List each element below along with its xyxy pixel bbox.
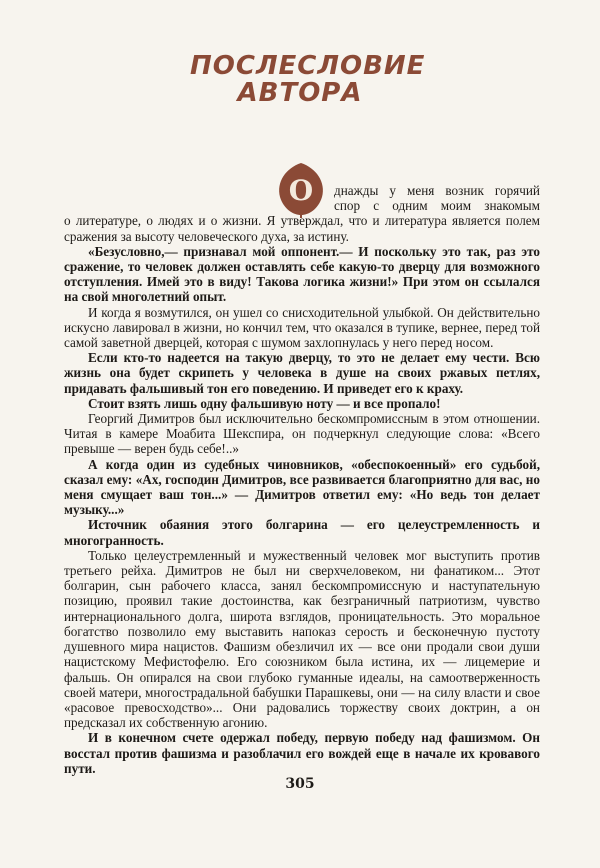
- paragraph: И когда я возмутился, он ушел со снисходительной улыбкой. Он действительно искусно лавировал в жизни, но кончил тем, что оказался в тупике, вернее, перед той самой заветной дверцей, которая с шумом захлопнулась у него перед носом.: [64, 304, 540, 351]
- intro-line-2: спор с одним моим знакомым: [334, 198, 540, 214]
- chapter-title: [190, 51, 426, 108]
- intro-line-1: днажды у меня возник горячий: [334, 183, 540, 198]
- drop-cap-letter: О: [288, 174, 314, 207]
- paragraph: Георгий Димитров был исключительно бескомпромиссным в этом отношении. Читая в камере Моабита Шекспира, он подчеркнул следующие слова: «Всего превыше — верен будь себе!..»: [64, 411, 540, 457]
- paragraph: И в конечном счете одержал победу, первую победу над фашизмом. Он восстал против фашизма и разоблачил его вождей еще в начале их кровавого пути.: [64, 730, 540, 776]
- paragraph: Стоит взять лишь одну фальшивую ноту — и все пропало!: [88, 395, 441, 411]
- intro-rest: о литературе, о людях и о жизни. Я утверждал, что и литература является полем сражения за высоту человеческого духа, за истину.: [64, 213, 540, 244]
- paragraph: Если кто-то надеется на такую дверцу, то это не делает ему чести. Всю жизнь она будет скрипеть у человека в душе на своих ржавых петлях, придавать фальшивый тон его поведению. И приведет его к краху.: [64, 350, 540, 396]
- paragraph: А когда один из судебных чиновников, «обеспокоенный» его судьбой, сказал ему: «Ах, господин Димитров, все развивается благоприятно для вас, но меня смущает ваш тон...» — Димитров ответил ему: «Но ведь тон делает музыку...»: [64, 456, 540, 518]
- intro-first-lines: [64, 183, 540, 213]
- paragraph: Только целеустремленный и мужественный человек мог выступить против третьего рейха. Димитров не был ни сверхчеловеком, ни фанатиком... Этот болгарин, сын рабочего класса, занял бескомпромиссную и наступательную позицию, проявил такие достоинства, как безграничный патриотизм, чувство интернационального долга, широта взглядов, проницательность. Это моральное богатство позволило ему выставить напоказ серость и бесконечную пустоту душевного мира нацистов. Фашизм обезличил их — все они продали свои души нацистскому Мефистофелю. Его союзником была истина, их — лицемерие и фальшь. Он опирался на свои глубоко гуманные идеалы, на самоотверженность своей матери, многострадальной бабушки Парашкевы, они — на силу власти и свое «расовое превосходство»... Они радовались торжеству своих доктрин, а он предсказал их собственную агонию.: [64, 547, 540, 731]
- paragraph: Источник обаяния этого болгарина — его целеустремленность и многогранность.: [64, 517, 540, 548]
- body-text: [64, 183, 540, 776]
- title-line-2: АВТОРА: [237, 78, 363, 108]
- page-number: 305: [285, 776, 315, 792]
- title-line-1: ПОСЛЕСЛОВИЕ: [190, 51, 426, 81]
- paragraph: «Безусловно,— признавал мой оппонент.— И поскольку это так, раз это сражение, то человек должен оставлять себе какую-то дверцу для возможного отступления. Имей это в виду! Такова логика жизни!» При этом он ссылался на свой многолетний опыт.: [64, 243, 540, 305]
